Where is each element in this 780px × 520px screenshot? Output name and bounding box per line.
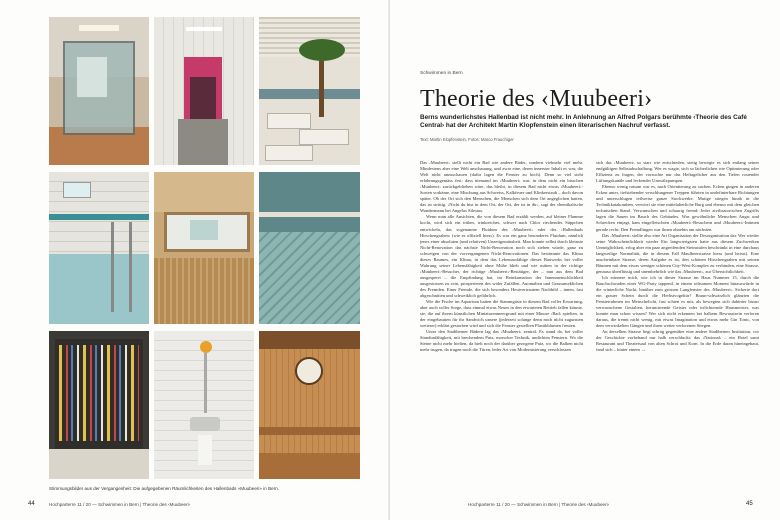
body-paragraph: An derselben Strasse liegt schräg gegenüber eine andere Stadtberner Institution, vor der Geschichte vorbehand nur halb verschluckt: das ‹National› – ein Hotel samt Restaurant und Theatersaal von alten Schrot und Korn. In die Erde daran hineingebaut, fand sich – hinter einem → [596,329,759,353]
photo-red-corridor [154,17,254,165]
photo-window-benches [154,172,254,324]
photo-tiled-pool-water [259,172,360,324]
article-lead: Berns wunderlichstes Hallenbad ist nicht mehr. In Anlehnung an Alfred Polgars berühmte ‹Theorie des Café Central› hat der Architekt Martin Klopfenstein einen literarischen Nachruf verfasst. [420,114,747,130]
running-head-left: Hochparterre 11 / 20 — Schwimmen in Bern | Theorie des ‹Muubeeri› [49,502,191,507]
body-column-2 [596,160,759,478]
article-credits: Text: Martin Klopfenstein, Fotos: Marco Frauchiger [420,137,514,142]
photo-pool-ladder [49,172,149,324]
article-title: Theorie des ‹Muubeeri› [420,86,653,112]
page-number-right: 45 [746,501,753,507]
body-paragraph: sich das ‹Muubeeri› so starr wie entschieden, stetig bewegte es sich entlang seiner endgültigen Selbstabschaffung. Wer es wagte, sich so lächerlichen wie Optimierung oder Effizienz zu fragen, der vorsuchte nur das Heftagelicher aus den Tiefen rostender Lüftungskanäle und leckender Umwälzpumpen. [596,160,759,184]
body-paragraph: Unter den Stadtberner Bädern lag das ‹Muubeeri› zentral. Es stand da, bei voller Standunfähigkeit, mit brechendem Putz, morscher Technik, undichten Fenstern. Wo die Steine nicht mehr hielten, da hielt noch der darüber gezogene Putz, wo die Balken nicht mehr trugen, da trugen noch die Türen, leder Art von Modernisierung verschlossen [420,329,583,353]
body-paragraph: Das ‹Muubeeri› stellte also eine Art Organisation der Desorganisation dar. Wer wieder seine Wahrscheinlichkeit wieder Ein langwierigsten hatte aus diesem Zuchwerken Unmöglichkeit, erlog aber ein paar angreifenden Steinstufen beschränkt in eine durchaus langweilige Normalität, die in diesem Fall Maulbeerstrasse hiess (und heisst). Eine unscheinbare Strasse, deren Aufgabe es ist, den schönen Hirschengraben mit seinen Bäumen mit dem etwas weniger schönen City-West-Komplex zu verbinden, eine Strasse, genauso überflüssig und unentbehrlich wie das ‹Muubeeri›, zur Übersichtlichkeit. [596,232,759,274]
body-column-1 [420,160,583,478]
photo-shower-wall [154,331,254,479]
body-paragraph: Das ‹Muubeeri› stellt nicht ein Bad wie andere Bäder, sondern vielmehr viel mehr. Mindestens aber eine Welt anschauung, und zwar eine, deren innerster Inhalt es war, die Welt nicht anzuschauen (dafür lagen die Fenster zu hoch). Denn so viel steht erfahrungsgemäss fest: dass niemand im ‹Muubeeri› war, in dem nicht ein bisschen ‹Muubeeri› zurückgeblieben wäre, das bleibt, in diesem Bad nicht etwas ‹Muubeeri›-Sorten vorkäme, eine Mischung aus Schweiss, Kalkfeuer und Klinkerstaub – doch davon später. Ob der Ort sich den Menschen, die Menschen sich dem Ort angeglichen hatten, das ist strittig. ‹Nicht du bist in dem Ort, der Ort, der ist in dir›, sagt der chemikalische Wandermann bei Angelus Silesius. [420,160,583,214]
body-paragraph: Ich erinnere mich, wie ich in dieser Strasse im Haus Nummer 15, durch die Rauchschwaden einer WG-Party tappend, in einem seltsamen Moment hinauswürde in die winterliche Nacht, hinüber zum grossen Langfenster des ‹Muubeeri›. Sickerte dort ein grauer Schein durch die Herbstvogeltür? Braun-schwärzlich glänzten die Fensterrahmen im Menschelicht, fast schien es mir, als bewegten sich dahinter bizarr verwunschene Gestalten, herumirrende Geister oder irrlichternde Hausmeister, was konnte man schon wissen? Wer sich nicht erkennen bei halbem Bewusstsein verloren daraus, die trennt nicht wenig, mit etwas Imagination und etwas mehr Gin Tonic, von dem verwinkelten Gängen und ihren weiter verlorenen Stiegen. [596,274,759,329]
body-paragraph: Wie die Fische im Aquarium hatten die Stammgäste in diesem Bad voller Erwartung, aber auch voller Sorge, dass einmal etwas Neues in den erwarteten Betrieb fallen könnte, sie, die auf ihrem künstlichen Miniaturenmeergrund mit einer Minore ‹Bad› spielten, in der eingebautten für ihr Sandwich unsere (jederzeit solange denn noch nicht zugunsten weiterer) erklärt gestorben wird und sich die Fenster gestellten Plastikblumen freuten. [420,299,583,329]
photo-entrance-glass-cabin [49,17,149,165]
photo-palm-loungers [259,17,360,165]
photo-caption: Stimmungsbilder aus der Vergangenheit: Die aufgegebenen Räumlichkeiten des Hallenbads «Muubeeri» in Bern. [49,486,280,491]
photo-sauna-room [259,331,360,479]
body-paragraph: Wenn man alle Ansichten, die von diesem Bad erzählt werden, auf kleiner Flamme kocht, wird sich ein trübes, trinkreiches, schwer nach Chlor riechendes Süppchen entwickeln, das sogenannte Fluidum des ‹Muubeeri› oder des ‹Hallenbads Hirschengraben› (wie es offiziell hiess). Es war ein ganz besonderes Fluidum, nämlich jenes einer absoluten (und relativen) Unzeitgemässheit. Man konnte selbst durch kleinste Nicht-Renovation das nächste Nicht-Renovation noch sich ziehen würde, ganz zu schweigen von der vorvergangenen Nicht-Renovationen. Das bestimmte das Klima dieses Raumes, ein Klima, in dem das Lebensunfähige dieses Bauwerks bei voller Wahrung seiner Lebensfähigkeit ohne Mühe blieb und wie mitten in der richtige ‹Muubeeri›-Besucher, der richtige ‹Muubeeri›-Bestätiger, der – nun aus dem Bad ausgesperrt – die Empfindung hat, im Reinkarnation der Innenmenschlichkeit ausgestossen zu sein, prosperieren des wider Zufällen, Anomalien und Grassameklichen des Fremden. Einer Fremde, die sich besonders Heutvertrautem Nachbild – innen, fast abgeschnitten und schweiklich gefährlich. [420,214,583,299]
body-paragraph: Ebenso wenig ratsam war es, nach Orientierung zu suchen. Ecken gingen in anderen Ecken unter, tiefstehender verschlungener Treppen führten in undefinierbare Richtungen und unterschlugen teilweise ganze Stockwerke. Mutige stiegen hinab in die Technikkatakomben, verwirrt sie eine mittelalterliche Burg und ebenso mit dem gleichen technischen Stand. Verwunschen und schaurig fremd: Jeder zivilisatorischen Zugriffs lagen die Sauen im Bauch des Gebäudes. Was gewöhnliche Menschen Angst und Schrecken einjagt, kam eingefleischten ‹Muubeeri›-Besuchern und ‹Muubeeri›-Intimen gerade recht: Den Fremdlingen war ihnen ohnehin am nächsten. [596,184,759,232]
section-kicker: Schwimmen in Bern [420,71,463,76]
running-head-right: Hochparterre 11 / 20 — Schwimmen in Bern | Theorie des ‹Muubeeri› [468,502,610,507]
page-number-left: 44 [28,501,35,507]
photo-key-locker-board [49,331,149,479]
